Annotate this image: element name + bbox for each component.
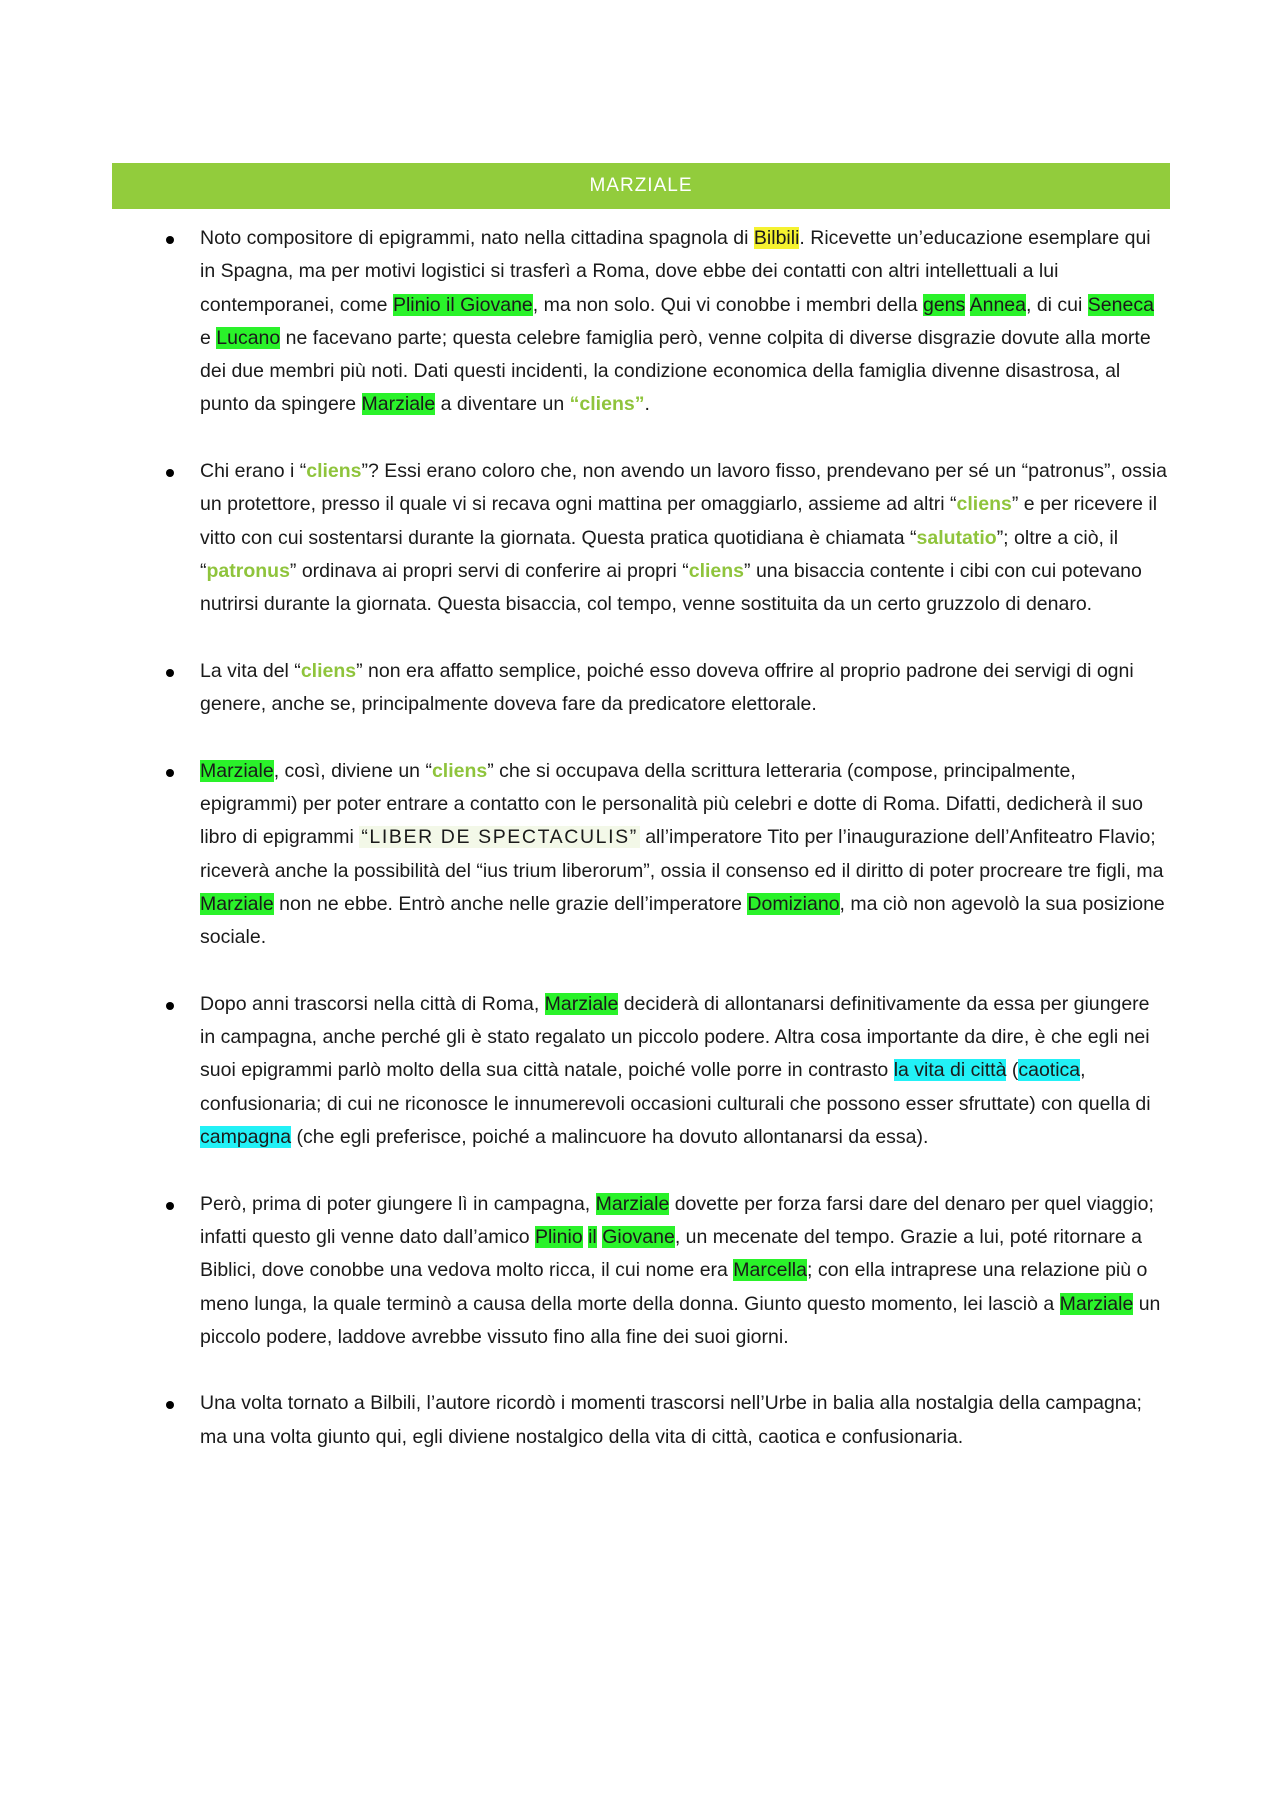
bullet-paragraph [200, 755, 1170, 955]
text-run: ” non era affatto semplice, poiché esso doveva offrire al proprio padrone dei servigi di ogni genere, anche se, principalmente doveva fare da predicatore elettorale. [200, 659, 1134, 716]
highlighted-text: Marziale [595, 1192, 670, 1215]
text-run: , di cui [1026, 293, 1088, 316]
text-run: e [200, 326, 217, 349]
text-run: Una volta tornato a Bilbili, l’autore ricordò i momenti trascorsi nell’Urbe in balia alla nostalgia della campagna; ma una volta giunto qui, egli diviene nostalgico della vita di città, caotica e confusionaria. [200, 1392, 1142, 1448]
highlighted-text: Marziale [1059, 1292, 1134, 1315]
keyword-text: patronus [206, 559, 290, 582]
text-run: all’imperatore Tito per l’inaugurazione dell’Anfiteatro Flavio; riceverà anche la possibilità del “ius trium liberorum”, ossia il consenso ed il diritto di poter procreare tre figli, ma [200, 826, 1164, 882]
title-bar [112, 163, 1170, 209]
bullet-dot-icon [166, 669, 174, 677]
text-run: , così, diviene un “ [273, 759, 432, 782]
bullet-dot-icon [166, 1002, 174, 1010]
keyword-text: “cliens” [569, 393, 645, 416]
highlighted-text: Marziale [544, 992, 619, 1015]
highlighted-text: Seneca [1087, 293, 1154, 316]
text-run: Noto compositore di epigrammi, nato nella cittadina spagnola di [200, 227, 754, 249]
book-title-text: “LIBER DE SPECTACULIS” [361, 826, 638, 849]
highlighted-text: gens [922, 293, 966, 316]
text-run: ” che si occupava della scrittura letteraria (compose, principalmente, epigrammi) per poter entrare a contatto con le personalità più celebri e dotte di Roma. Difatti, dedicherà il suo libro di epigrammi [200, 759, 1143, 849]
text-run: Dopo anni trascorsi nella città di Roma, [200, 992, 545, 1015]
bullet-paragraph [200, 1188, 1170, 1354]
text-run: . Ricevette un’educazione esemplare qui in Spagna, ma per motivi logistici si trasferì a Roma, dove ebbe dei contatti con altri intellettuali a lui contemporanei, come [200, 227, 1151, 316]
highlighted-text: Annea [969, 293, 1026, 316]
keyword-text: cliens [956, 493, 1012, 516]
text-run: a diventare un [435, 393, 570, 416]
highlighted-text: campagna [200, 1126, 292, 1149]
text-run: ; con ella intraprese una relazione più o meno lunga, la quale terminò a causa della morte della donna. Giunto questo momento, lei lasciò a [200, 1259, 1148, 1315]
text-run: ” e per ricevere il vitto con cui sostentarsi durante la giornata. Questa pratica quotidiana è chiamata “ [200, 493, 1158, 549]
bullet-list [0, 222, 1280, 1487]
text-run [965, 294, 969, 316]
bullet-dot-icon [166, 469, 174, 477]
bullet-paragraph [200, 222, 1170, 422]
text-run: . [644, 393, 650, 416]
keyword-text: cliens [306, 460, 362, 483]
text-run: , ma non solo. Qui vi conobbe i membri della [532, 293, 923, 316]
text-run: ( [1006, 1059, 1019, 1082]
bullet-dot-icon [166, 769, 174, 777]
text-run: ” ordinava ai propri servi di conferire ai propri “ [289, 559, 689, 582]
text-run: Però, prima di poter giungere lì in campagna, [200, 1192, 596, 1215]
highlighted-text: Plinio il Giovane [392, 293, 533, 316]
bullet-paragraph [200, 455, 1170, 621]
highlighted-text: Marcella [733, 1259, 807, 1282]
text-run: , confusionaria; di cui ne riconosce le innumerevoli occasioni culturali che possono esser sfruttate) con quella di [200, 1059, 1151, 1115]
highlighted-text: Marziale [361, 393, 436, 416]
keyword-text: salutatio [916, 526, 997, 549]
highlighted-text: Bilbili [753, 227, 800, 249]
text-run: , un mecenate del tempo. Grazie a lui, poté ritornare a Biblici, dove conobbe una vedova molto ricca, il cui nome era [200, 1225, 1142, 1282]
bullet-paragraph [200, 655, 1170, 722]
text-run: (che egli preferisce, poiché a malincuore ha dovuto allontanarsi da essa). [291, 1126, 929, 1149]
keyword-text: cliens [300, 659, 357, 682]
keyword-text: cliens [431, 759, 488, 782]
text-run: un piccolo podere, laddove avrebbe vissuto fino alla fine dei suoi giorni. [200, 1292, 1161, 1348]
text-run: ” una bisaccia contente i cibi con cui potevano nutrirsi durante la giornata. Questa bisaccia, col tempo, venne sostituita da un certo gruzzolo di denaro. [200, 559, 1142, 616]
text-run: ne facevano parte; questa celebre famiglia però, venne colpita di diverse disgrazie dovute alla morte dei due membri più noti. Dati questi incidenti, la condizione economica della famiglia divenne disastrosa, al punto da spingere [200, 326, 1151, 416]
highlighted-text: Plinio [534, 1225, 583, 1248]
text-run: non ne ebbe. Entrò anche nelle grazie dell’imperatore [273, 892, 748, 915]
text-run: deciderà di allontanarsi definitivamente da essa per giungere in campagna, anche perché gli è stato regalato un piccolo podere. Altra cosa importante da dire, è che egli nei suoi epigrammi parlò molto della sua città natale, poiché volle porre in contrasto [200, 992, 1150, 1082]
text-run: dovette per forza farsi dare del denaro per quel viaggio; infatti questo gli venne dato dall’amico [200, 1192, 1154, 1248]
bullet-paragraph [200, 1387, 1170, 1454]
text-run: La vita del “ [200, 659, 301, 682]
text-run: Chi erano i “ [200, 460, 307, 483]
keyword-text: cliens [688, 559, 745, 582]
text-run: ”? Essi erano coloro che, non avendo un lavoro fisso, prendevano per sé un “patronus”, ossia un protettore, presso il quale vi si recava ogni mattina per omaggiarlo, assieme ad altri “ [200, 460, 1167, 516]
bullet-dot-icon [166, 1202, 174, 1210]
highlighted-text: Marziale [200, 892, 274, 915]
highlighted-text: Lucano [216, 326, 281, 349]
page-title: MARZIALE [589, 175, 693, 196]
text-run: ”; oltre a ciò, il “ [200, 526, 1119, 582]
text-run: , ma ciò non agevolò la sua posizione sociale. [200, 892, 1165, 949]
bullet-dot-icon [166, 236, 174, 244]
highlighted-text: Domiziano [747, 892, 840, 915]
bullet-dot-icon [166, 1401, 174, 1409]
highlighted-text: la vita di città [893, 1059, 1007, 1082]
highlighted-text: il [588, 1225, 597, 1248]
highlighted-text: caotica [1018, 1059, 1081, 1082]
highlighted-text: Giovane [602, 1225, 675, 1248]
highlighted-text: Marziale [200, 759, 274, 782]
bullet-paragraph [200, 988, 1170, 1154]
